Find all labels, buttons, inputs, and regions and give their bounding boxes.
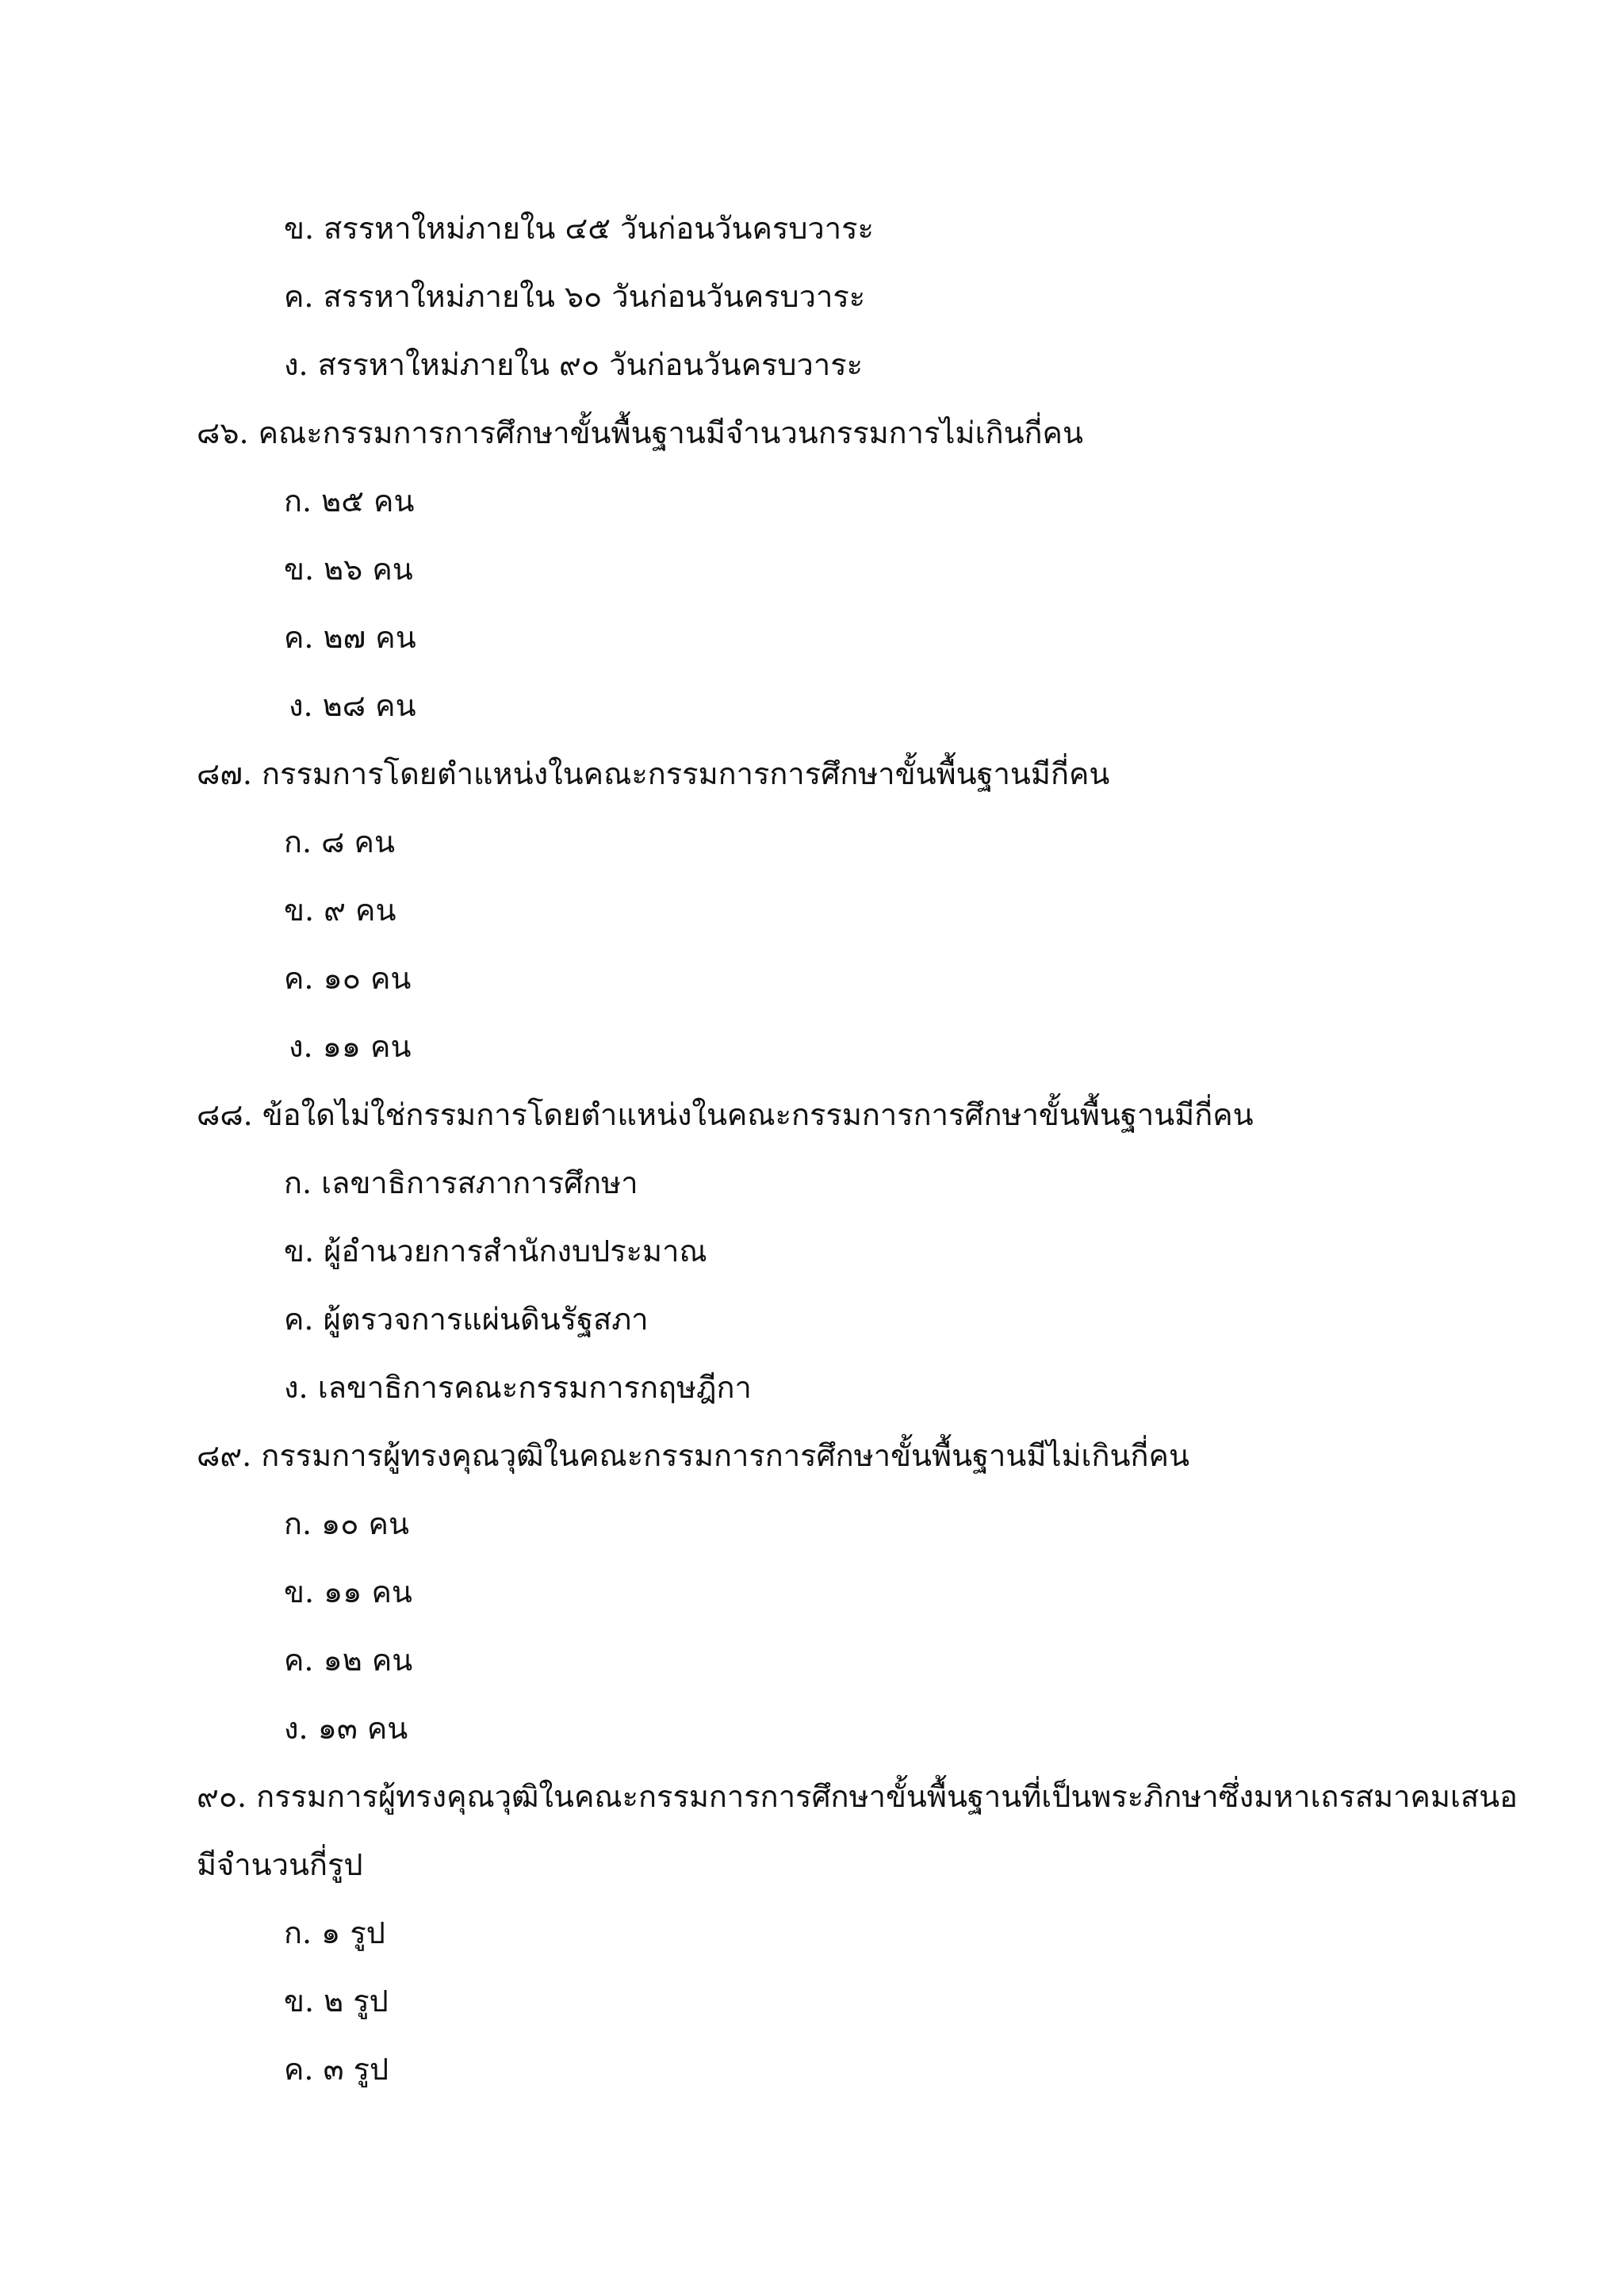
- option-line: ข. ๙ คน: [284, 893, 396, 928]
- option-line: ง. ๒๘ คน: [289, 688, 416, 723]
- option-line: ง. ๑๑ คน: [289, 1029, 412, 1064]
- option-line: ก. ๘ คน: [284, 825, 395, 859]
- question-87: ๘๗. กรรมการโดยตำแหน่งในคณะกรรมการการศึกษาขั้นพื้นฐานมีกี่คน: [197, 756, 1110, 791]
- option-line: ง. เลขาธิการคณะกรรมการกฤษฎีกา: [284, 1370, 752, 1405]
- question-86: ๘๖. คณะกรรมการการศึกษาขั้นพื้นฐานมีจำนวนกรรมการไม่เกินกี่คน: [197, 415, 1083, 450]
- option-line: ก. เลขาธิการสภาการศึกษา: [284, 1165, 638, 1200]
- question-90-continuation: มีจำนวนกี่รูป: [197, 1847, 363, 1882]
- option-line: ค. สรรหาใหม่ภายใน ๖๐ วันก่อนวันครบวาระ: [284, 279, 866, 314]
- option-line: ข. ๒๖ คน: [284, 552, 413, 587]
- question-90: ๙๐. กรรมการผู้ทรงคุณวุฒิในคณะกรรมการการศึกษาขั้นพื้นฐานที่เป็นพระภิกษาซึ่งมหาเถรสมาคมเสนอ: [197, 1779, 1518, 1814]
- option-line: ค. ๓ รูป: [284, 2052, 389, 2087]
- option-line: ข. สรรหาใหม่ภายใน ๔๕ วันก่อนวันครบวาระ: [284, 211, 874, 246]
- option-line: ข. ๒ รูป: [284, 1984, 389, 2019]
- option-line: ง. สรรหาใหม่ภายใน ๙๐ วันก่อนวันครบวาระ: [284, 347, 864, 382]
- option-line: ค. ๑๐ คน: [284, 961, 412, 996]
- option-line: ข. ผู้อำนวยการสำนักงบประมาณ: [284, 1234, 707, 1269]
- option-line: ก. ๑ รูป: [284, 1915, 385, 1950]
- option-line: ค. ๒๗ คน: [284, 620, 416, 655]
- option-line: ค. ๑๒ คน: [284, 1643, 413, 1678]
- question-88: ๘๘. ข้อใดไม่ใช่กรรมการโดยตำแหน่งในคณะกรรมการการศึกษาขั้นพื้นฐานมีกี่คน: [197, 1097, 1254, 1132]
- question-89: ๘๙. กรรมการผู้ทรงคุณวุฒิในคณะกรรมการการศึกษาขั้นพื้นฐานมีไม่เกินกี่คน: [197, 1438, 1189, 1473]
- option-line: ค. ผู้ตรวจการแผ่นดินรัฐสภา: [284, 1302, 649, 1337]
- option-line: ง. ๑๓ คน: [284, 1711, 408, 1746]
- option-line: ข. ๑๑ คน: [284, 1575, 412, 1609]
- option-line: ก. ๒๕ คน: [284, 484, 415, 519]
- option-line: ก. ๑๐ คน: [284, 1506, 409, 1541]
